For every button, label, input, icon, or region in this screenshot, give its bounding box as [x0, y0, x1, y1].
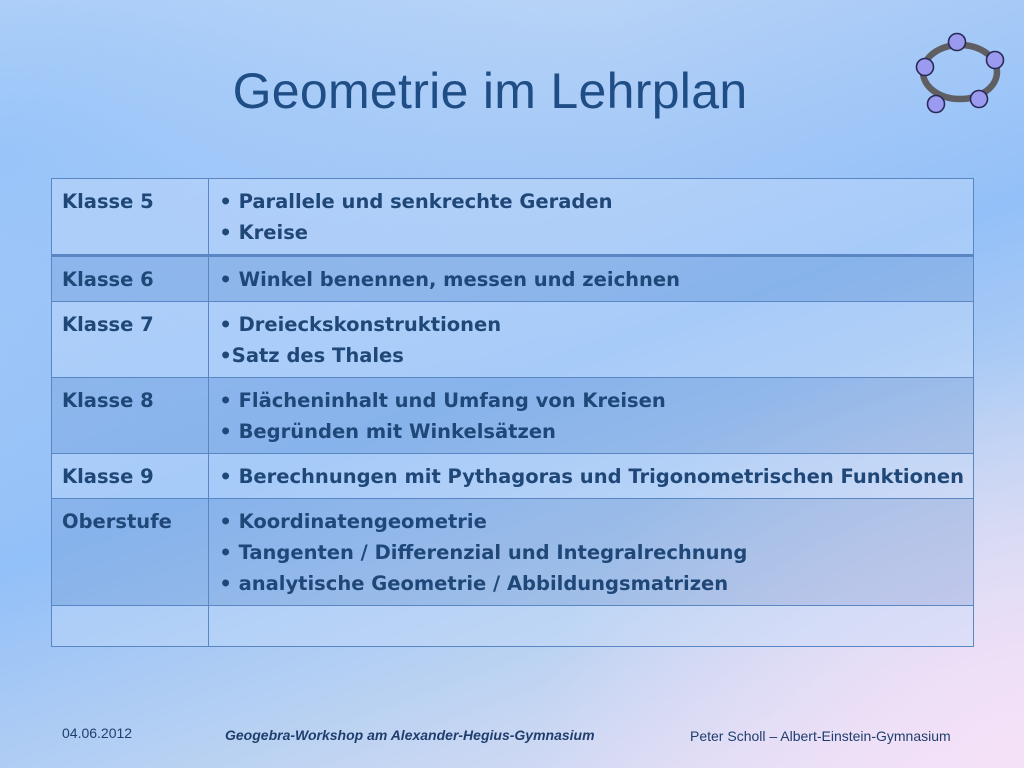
- footer-author: Peter Scholl – Albert-Einstein-Gymnasium: [690, 728, 951, 744]
- klasse-cell: Oberstufe: [52, 499, 209, 606]
- themen-cell: [209, 378, 974, 454]
- table-row: [52, 378, 974, 454]
- table-row: [52, 606, 974, 647]
- logo-point: [971, 91, 988, 108]
- themen-cell: [209, 499, 974, 606]
- thema-item: • Kreise: [219, 221, 309, 244]
- thema-item: • Winkel benennen, messen und zeichnen: [219, 268, 680, 291]
- table-row: [52, 302, 974, 378]
- klasse-cell: Klasse 9: [52, 454, 209, 499]
- table-row: [52, 454, 974, 499]
- logo-point: [987, 52, 1004, 69]
- themen-cell: [209, 179, 974, 256]
- thema-item: • Begründen mit Winkelsätzen: [219, 420, 556, 443]
- logo-point: [928, 96, 945, 113]
- logo-point: [917, 59, 934, 76]
- thema-item: • Berechnungen mit Pythagoras und Trigonometrischen Funktionen: [219, 465, 964, 488]
- thema-item: •Satz des Thales: [219, 344, 404, 367]
- thema-item: • Koordinatengeometrie: [219, 510, 487, 533]
- thema-item: • Parallele und senkrechte Geraden: [219, 190, 613, 213]
- klasse-cell: Klasse 6: [52, 256, 209, 302]
- themen-cell: [209, 302, 974, 378]
- table-row: [52, 256, 974, 302]
- thema-item: • Tangenten / Differenzial und Integralrechnung: [219, 541, 748, 564]
- klasse-cell: [52, 606, 209, 647]
- themen-cell: [209, 454, 974, 499]
- thema-item: • Dreieckskonstruktionen: [219, 313, 502, 336]
- thema-item: • Flächeninhalt und Umfang von Kreisen: [219, 389, 666, 412]
- table-row: [52, 179, 974, 256]
- klasse-cell: Klasse 8: [52, 378, 209, 454]
- footer-workshop: Geogebra-Workshop am Alexander-Hegius-Gymnasium: [225, 727, 595, 743]
- lehrplan-table: [51, 178, 974, 647]
- logo-ring: [923, 45, 997, 99]
- slide-title: Geometrie im Lehrplan: [232, 63, 748, 119]
- themen-cell: [209, 256, 974, 302]
- klasse-cell: Klasse 5: [52, 179, 209, 256]
- lehrplan-table-body: [52, 179, 974, 647]
- logo-point: [949, 34, 966, 51]
- themen-cell: [209, 606, 974, 647]
- klasse-cell: Klasse 7: [52, 302, 209, 378]
- geogebra-logo-icon: [910, 30, 1010, 116]
- footer-date: 04.06.2012: [62, 725, 133, 741]
- table-row: [52, 499, 974, 606]
- thema-item: • analytische Geometrie / Abbildungsmatrizen: [219, 572, 729, 595]
